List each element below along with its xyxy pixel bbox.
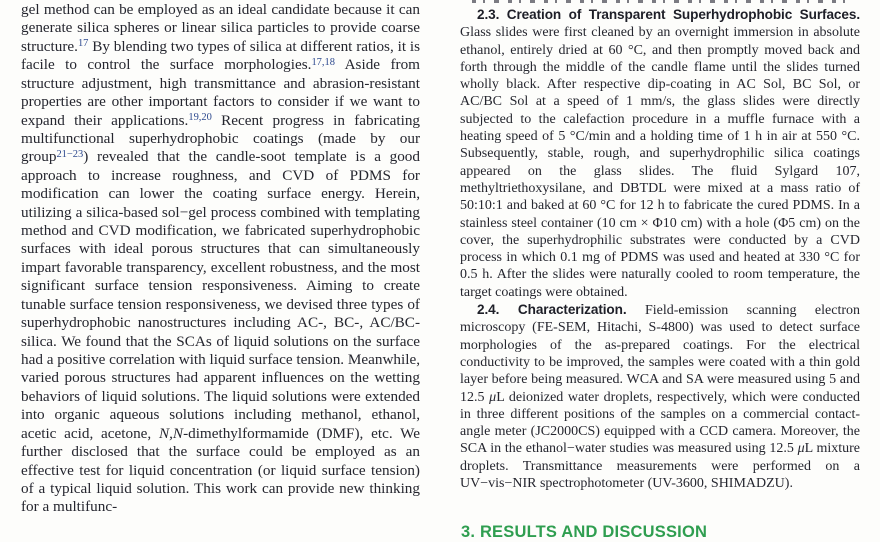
section-2-3-paragraph: [460, 6, 860, 301]
text-segment: Field-emission scanning electron microscopy (FE-SEM, Hitachi, S-4800) was used to detect surface morphologies of the as-prepared coatings. For the electrical conductivity to be improved, the samples were coated with a thin gold layer before being measured. WCA and SA were measured using 5 and 12.5: [460, 303, 860, 405]
text-segment: μ: [797, 441, 805, 457]
text-segment: By blending two types of silica at different ratios, it is facile to control the surface morphologies.: [21, 37, 420, 74]
run-in-heading: 2.3. Creation of Transparent Superhydrophobic Surfaces.: [477, 7, 860, 22]
text-segment: μ: [489, 389, 497, 405]
section-3-heading: 3. RESULTS AND DISCUSSION: [461, 523, 708, 542]
text-segment: Glass slides were first cleaned by an overnight immersion in absolute ethanol, entirely dried at 60 °C, and then promptly moved back and forth through the middle of the candle flame until the slides turned wholly black. After respective dip-coating in AC Sol, BC Sol, or AC/BC Sol at a speed of 1 mm/s, the glass slides were directly subjected to the calefaction procedure in a muffle furnace with a heating speed of 5 °C/min and a holding time of 1 h in air at 550 °C. Subsequently, stable, rough, and superhydrophilic silica coatings appeared on the glass slides. The fluid Sylgard 107, methyltriethoxysilane, and DBTDL were mixed at a mass ratio of 50:10:1 and baked at 60 °C for 12 h to fabricate the cured PDMS. In a stainless steel container (10 cm × Φ10 cm) with a hole (Φ5 cm) on the cover, the superhydrophilic substrates were conducted by a CVD process in which 0.1 mg of PDMS was used and heated at 330 °C for 0.5 h. After the slides were naturally cooled to room temperature, the target coatings were obtained.: [460, 25, 860, 300]
text-segment: gel method can be employed as an ideal candidate because it can generate silica spheres or linear silica particles to provide coarse structure.: [21, 1, 420, 55]
text-segment: ) revealed that the candle-soot template is a good approach to increase roughness, and CVD of PDMS for modification can lower the coating surface energy. Herein, utilizing a silica-based sol−gel process combined with templating method and CVD modification, we fabricated superhydrophobic surfaces with ideal porous structures that can simultaneously impart favorable transparency, excellent robustness, and the most significant surface tension responsiveness. Aiming to create tunable surface tension responsiveness, we devised three types of superhydrophobic nanostructures including AC-, BC-, AC/BC-silica. We found that the SCAs of liquid solutions on the surface had a positive correlation with liquid surface tension. Meanwhile, varied porous structures had apparent influences on the wetting behaviors of liquid solutions. The liquid solutions were extended into organic aqueous solutions including methanol, ethanol, acetic acid, acetone,: [21, 148, 420, 442]
text-segment: -dimethylformamide (DMF), etc. We further disclosed that the surface could be employed as an effective test for liquid concentration (or liquid surface tension) of a typical liquid solution. This work can provide new thinking for a multifunc-: [21, 424, 420, 516]
run-in-heading: 2.4. Characterization.: [477, 302, 627, 318]
text-segment: N,N: [159, 424, 184, 442]
text-segment: L mixture droplets. Transmittance measurements were performed on a UV−vis−NIR spectrophotometer (UV-3600, SHIMADZU).: [460, 441, 860, 492]
text-segment: Aside from structure adjustment, high transmittance and abrasion-resistant properties are other important factors to consider if we want to expand their applications.: [21, 56, 420, 129]
citation-ref[interactable]: 19,20: [188, 111, 212, 123]
left-column-paragraph: [21, 1, 420, 517]
citation-ref[interactable]: 21−23: [56, 148, 84, 160]
text-segment: L deionized water droplets, respectively, which were conducted in three different positions of the samples on a commercial contact-angle meter (JC2000CS) equipped with a CCD camera. Moreover, the SCA in the ethanol−water studies was measured using 12.5: [460, 389, 861, 457]
citation-ref[interactable]: 17,18: [311, 56, 335, 68]
text-segment: Recent progress in fabricating multifunctional superhydrophobic coatings (made by our group: [21, 111, 421, 166]
cropped-line-fragment: [472, 0, 854, 3]
citation-ref[interactable]: 17: [77, 38, 89, 50]
section-2-4-paragraph: [460, 301, 860, 492]
left-column: [21, 1, 420, 517]
right-column: [460, 0, 860, 542]
